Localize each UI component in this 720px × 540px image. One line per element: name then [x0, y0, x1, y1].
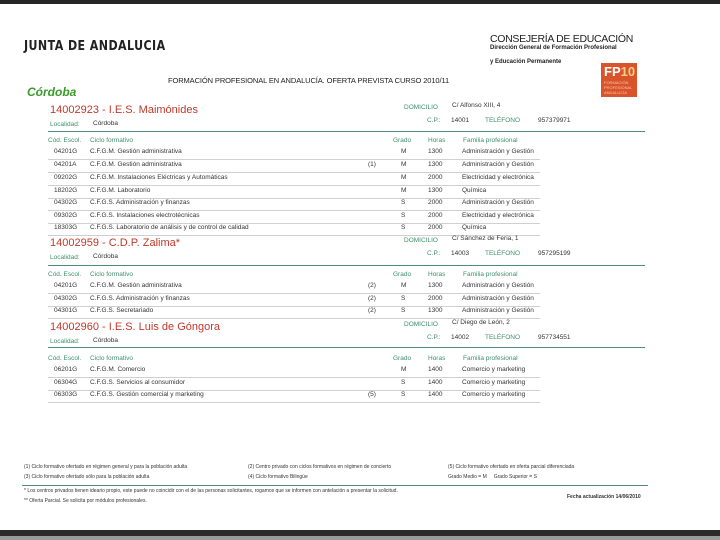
telefono-label: TELÉFONO: [485, 334, 521, 341]
table-row: [48, 390, 540, 403]
col-header-grado: Grado: [393, 271, 412, 278]
cell-note: (2): [368, 282, 376, 289]
cell-ciclo: C.F.G.S. Laboratorio de análisis y de control de calidad: [90, 224, 249, 231]
localidad-label: Localidad:: [50, 254, 80, 261]
grado-legend: Grado Medio = M Grado Superior = S: [448, 474, 537, 480]
cell-code: 04301G: [54, 307, 78, 314]
cell-ciclo: C.F.G.M. Laboratorio: [90, 187, 151, 194]
direccion-general: Dirección General de Formación Profesional: [490, 45, 617, 51]
cell-familia: Electricidad y electrónica: [462, 174, 534, 181]
cell-familia: Química: [462, 224, 487, 231]
school-name: 14002960 - I.E.S. Luis de Góngora: [50, 321, 221, 333]
cell-grado: S: [401, 307, 406, 314]
cell-horas: 1300: [428, 187, 443, 194]
cell-code: 06304G: [54, 379, 78, 386]
footnote-3: (3) Ciclo formativo ofertado sólo para la población adulta: [24, 474, 150, 480]
domicilio-value: C/ Sánchez de Feria, 1: [452, 235, 519, 242]
note-partial: ** Oferta Parcial. Se solicita por módulos profesionales.: [24, 498, 147, 504]
fp10-logo: [601, 63, 637, 97]
cell-code: 04201A: [54, 161, 77, 168]
col-header-grado: Grado: [393, 137, 412, 144]
cell-note: (2): [368, 295, 376, 302]
cell-ciclo: C.F.G.S. Secretariado: [90, 307, 154, 314]
cell-ciclo: C.F.G.S. Administración y finanzas: [90, 199, 190, 206]
col-header-horas: Horas: [428, 137, 446, 144]
cell-ciclo: C.F.G.S. Instalaciones electrotécnicas: [90, 212, 200, 219]
table-row: [48, 160, 540, 173]
localidad-label: Localidad:: [50, 338, 80, 345]
cell-code: 09202G: [54, 174, 78, 181]
localidad-label: Localidad:: [50, 121, 80, 128]
province-heading: Córdoba: [27, 85, 77, 99]
telefono-label: TELÉFONO: [485, 250, 521, 257]
cell-note: (1): [368, 161, 376, 168]
school-name: 14002959 - C.D.P. Zalima*: [50, 237, 181, 249]
domicilio-label: DOMICILIO: [404, 104, 438, 111]
cell-familia: Administración y Gestión: [462, 161, 534, 168]
cell-ciclo: C.F.G.M. Comercio: [90, 366, 146, 373]
section-divider: [48, 265, 645, 266]
direccion-general-2: y Educación Permanente: [490, 59, 562, 65]
footer-divider: [22, 485, 648, 486]
cell-ciclo: C.F.G.S. Gestión comercial y marketing: [90, 391, 204, 398]
cell-familia: Administración y Gestión: [462, 199, 534, 206]
cell-horas: 2000: [428, 174, 443, 181]
cell-horas: 1300: [428, 307, 443, 314]
localidad-value: Córdoba: [93, 120, 118, 127]
cell-ciclo: C.F.G.M. Gestión administrativa: [90, 161, 182, 168]
table-row: [48, 147, 540, 160]
cell-horas: 2000: [428, 224, 443, 231]
school-section: [0, 319, 720, 398]
localidad-value: Córdoba: [93, 253, 118, 260]
cell-grado: S: [401, 212, 406, 219]
col-header-horas: Horas: [428, 355, 446, 362]
cell-ciclo: C.F.G.M. Gestión administrativa: [90, 282, 182, 289]
cp-label: C.P.:: [427, 250, 441, 257]
col-header-familia: Familia profesional: [463, 271, 518, 278]
logo-sub: FORMACIÓN PROFESIONAL ANDALUCÍA: [604, 80, 633, 95]
cp-label: C.P.:: [427, 334, 441, 341]
cp-value: 14003: [451, 250, 470, 257]
note-private: * Los centros privados tienen ideario propio, este puede no coincidir con el de las personas solicitantes, rogamos que se informen con antelación a presentar la solicitud.: [24, 488, 398, 494]
section-divider: [48, 131, 645, 132]
table-row: [48, 281, 540, 294]
cell-horas: 2000: [428, 199, 443, 206]
domicilio-label: DOMICILIO: [404, 321, 438, 328]
cell-code: 18202G: [54, 187, 78, 194]
school-name: 14002923 - I.E.S. Maimónides: [50, 104, 198, 116]
col-header-horas: Horas: [428, 271, 446, 278]
cell-horas: 1400: [428, 366, 443, 373]
cell-ciclo: C.F.G.S. Administración y finanzas: [90, 295, 190, 302]
table-row: [48, 365, 540, 378]
cell-familia: Administración y Gestión: [462, 307, 534, 314]
col-header-ciclo: Ciclo formativo: [90, 355, 133, 362]
localidad-value: Córdoba: [93, 337, 118, 344]
cell-grado: M: [401, 282, 407, 289]
cell-horas: 1400: [428, 391, 443, 398]
cell-code: 18303G: [54, 224, 78, 231]
cell-horas: 1300: [428, 161, 443, 168]
col-header-familia: Familia profesional: [463, 137, 518, 144]
telefono-value: 957295199: [538, 250, 571, 257]
footnote-1: (1) Ciclo formativo ofertado en régimen general y para la población adulta: [24, 464, 188, 470]
cell-familia: Administración y Gestión: [462, 148, 534, 155]
top-bar: [0, 0, 720, 4]
junta-logo: JUNTA DE ANDALUCIA: [24, 39, 166, 54]
logo-fp: FP: [604, 64, 621, 79]
cell-familia: Química: [462, 187, 487, 194]
col-header-ciclo: Ciclo formativo: [90, 271, 133, 278]
cell-familia: Comercio y marketing: [462, 379, 526, 386]
cell-familia: Comercio y marketing: [462, 366, 526, 373]
cell-horas: 2000: [428, 295, 443, 302]
cell-familia: Administración y Gestión: [462, 295, 534, 302]
cell-grado: S: [401, 224, 406, 231]
update-date: Fecha actualización 14/06/2010: [567, 494, 641, 500]
cell-code: 04302G: [54, 199, 78, 206]
logo-num: 10: [620, 64, 636, 79]
cell-grado: M: [401, 366, 407, 373]
cell-code: 06201G: [54, 366, 78, 373]
cell-grado: M: [401, 187, 407, 194]
cell-grado: M: [401, 148, 407, 155]
cell-code: 06303G: [54, 391, 78, 398]
cell-code: 04201G: [54, 282, 78, 289]
domicilio-label: DOMICILIO: [404, 237, 438, 244]
cell-ciclo: C.F.G.M. Instalaciones Eléctricas y Automáticas: [90, 174, 228, 181]
col-header-ciclo: Ciclo formativo: [90, 137, 133, 144]
bottom-bar-shadow: [0, 536, 720, 540]
cp-value: 14001: [451, 117, 470, 124]
cell-familia: Administración y Gestión: [462, 282, 534, 289]
cell-grado: S: [401, 199, 406, 206]
document-title: FORMACIÓN PROFESIONAL EN ANDALUCÍA. OFERTA PREVISTA CURSO 2010/11: [168, 76, 450, 85]
table-row: [48, 198, 540, 211]
table-row: [48, 173, 540, 186]
col-header-grado: Grado: [393, 355, 412, 362]
col-header-code: Cód. Escol.: [48, 355, 82, 362]
footnote-2: (2) Centro privado con ciclos formativos en régimen de concierto: [248, 464, 392, 470]
domicilio-value: C/ Alfonso XIII, 4: [452, 102, 501, 109]
cell-note: (5): [368, 391, 376, 398]
cp-value: 14002: [451, 334, 470, 341]
school-section: [0, 235, 720, 314]
cell-code: 09302G: [54, 212, 78, 219]
school-section: [0, 102, 720, 231]
section-divider: [48, 347, 645, 348]
cell-ciclo: C.F.G.M. Gestión administrativa: [90, 148, 182, 155]
cell-grado: M: [401, 174, 407, 181]
telefono-value: 957379971: [538, 117, 571, 124]
cell-ciclo: C.F.G.S. Servicios al consumidor: [90, 379, 186, 386]
cell-familia: Electricidad y electrónica: [462, 212, 534, 219]
cell-note: (2): [368, 307, 376, 314]
cell-horas: 1300: [428, 282, 443, 289]
footnote-5: (5) Ciclo formativo ofertado en oferta parcial diferenciada: [448, 464, 575, 470]
cell-grado: S: [401, 295, 406, 302]
cell-grado: M: [401, 161, 407, 168]
cell-horas: 1400: [428, 379, 443, 386]
cell-grado: S: [401, 391, 406, 398]
cell-grado: S: [401, 379, 406, 386]
cell-familia: Comercio y marketing: [462, 391, 526, 398]
table-row: [48, 306, 540, 319]
cell-horas: 1300: [428, 148, 443, 155]
cell-code: 04201G: [54, 148, 78, 155]
footnote-4: (4) Ciclo formativo Bilingüe: [248, 474, 308, 480]
col-header-familia: Familia profesional: [463, 355, 518, 362]
cp-label: C.P.:: [427, 117, 441, 124]
col-header-code: Cód. Escol.: [48, 271, 82, 278]
cell-horas: 2000: [428, 212, 443, 219]
telefono-value: 957734551: [538, 334, 571, 341]
consejeria-title: CONSEJERÍA DE EDUCACIÓN: [490, 33, 634, 45]
telefono-label: TELÉFONO: [485, 117, 521, 124]
col-header-code: Cód. Escol.: [48, 137, 82, 144]
cell-code: 04302G: [54, 295, 78, 302]
domicilio-value: C/ Diego de León, 2: [452, 319, 510, 326]
